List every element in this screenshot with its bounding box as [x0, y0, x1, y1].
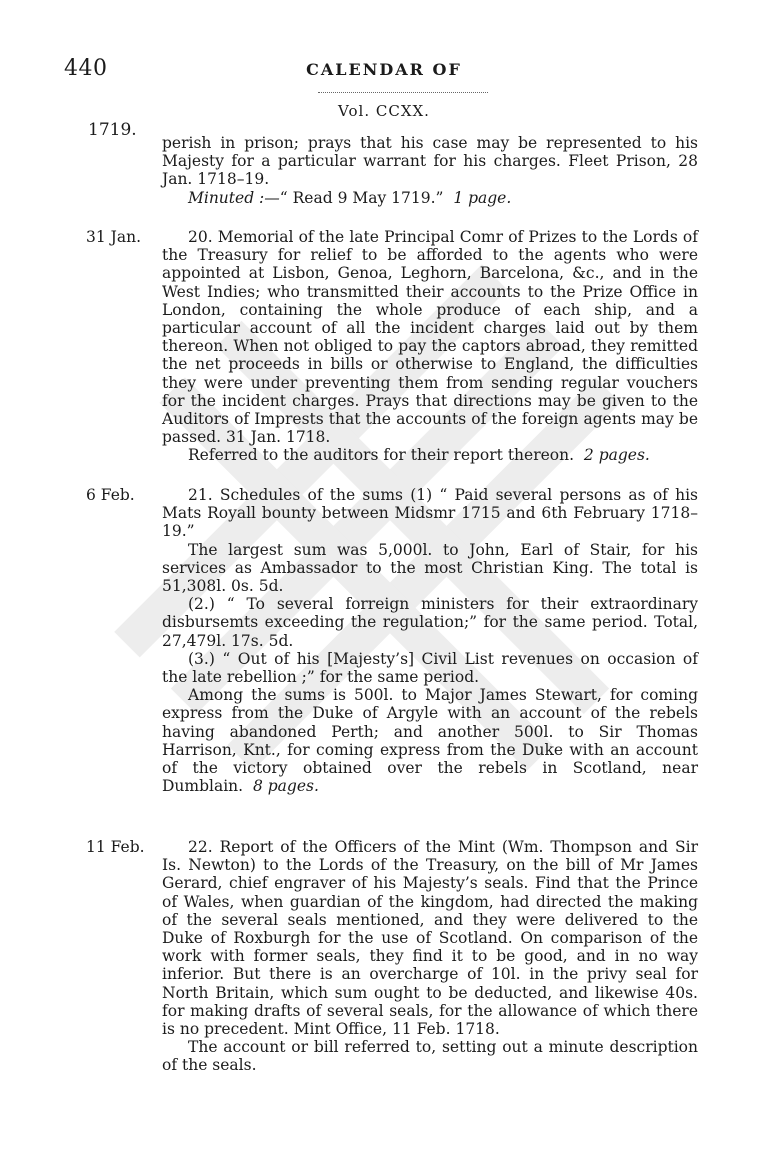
entry-date: 6 Feb. — [86, 486, 135, 504]
entry-date: 11 Feb. — [86, 838, 145, 856]
page-running-title: CALENDAR OF — [306, 60, 462, 79]
entry-date: 31 Jan. — [86, 228, 142, 246]
pages-count: 2 pages. — [583, 446, 650, 465]
paragraph-text: Among the sums is 500l. to Major James Stewart, for coming express from the Duke of Argyle with an account of the rebels having abandoned Perth; and another 500l. to Sir Thomas Harrison, Knt., for coming express from the Duke with an account of the victory obtained over the rebels in Scotland, near Dumblain. — [162, 686, 698, 796]
continuation-text: perish in prison; prays that his case may be represented to his Majesty for a particular warrant for his charges. Fleet Prison, 28 Jan. 1718–19. — [162, 134, 698, 189]
entry-note — [162, 446, 698, 464]
entry-paragraph: (3.) “ Out of his [Majesty’s] Civil List revenues on occasion of the late rebellion ;” for the same period. — [162, 649, 698, 687]
minuted-label: Minuted :— — [188, 188, 280, 207]
volume-heading: Vol. CCXX. — [338, 102, 430, 120]
pages-count: 8 pages. — [252, 777, 319, 796]
note-text: Referred to the auditors for their report thereon. — [188, 446, 575, 465]
entry-paragraph: The account or bill referred to, setting out a minute description of the seals. — [162, 1038, 698, 1075]
margin-year: 1719. — [88, 120, 137, 140]
minuted-text: “ Read 9 May 1719.” — [279, 188, 444, 207]
entry-paragraph: The largest sum was 5,000l. to John, Earl of Stair, for his services as Ambassador to the most Christian King. The total is 51,308l. 0s. 5d. — [162, 540, 698, 596]
entry-paragraph: (2.) “ To several forreign ministers for their extraordinary disbursemts exceeding the regulation;” for the same period. Total, 27,479l. 17s. 5d. — [162, 595, 698, 650]
header-divider — [318, 92, 488, 93]
entry-paragraph — [162, 686, 698, 795]
continuation-minuted — [162, 189, 698, 207]
entry-paragraph: 21. Schedules of the sums (1) “ Paid several persons as of his Mats Royall bounty between Midsmr 1715 and 6th February 1718–19.” — [162, 486, 698, 541]
pages-count: 1 page. — [453, 188, 512, 207]
entry-paragraph: 22. Report of the Officers of the Mint (Wm. Thompson and Sir Is. Newton) to the Lords of the Treasury, on the bill of Mr James Gerard, chief engraver of his Majesty’s seals. Find that the Prince of Wales, when guardian of the kingdom, had directed the making of the several seals mentioned, and they were delivered to the Duke of Roxburgh for the use of Scotland. On comparison of the work with former seals, they find it to be good, and in no way inferior. But there is an overcharge of 10l. in the privy seal for North Britain, which sum ought to be deducted, and likewise 40s. for making drafts of several seals, for the allowance of which there is no precedent. Mint Office, 11 Feb. 1718. — [162, 838, 698, 1039]
page-number: 440 — [64, 56, 108, 81]
entry-paragraph: 20. Memorial of the late Principal Comr of Prizes to the Lords of the Treasury for relief to be afforded to the agents who were appointed at Lisbon, Genoa, Leghorn, Barcelona, &c., and in the West Indies; who transmitted their accounts to the Prize Office in London, containing the whole produce of each ship, and a particular account of all the incident charges laid out by them thereon. When not obliged to pay the captors abroad, they remitted the net proceeds in bills or otherwise to England, the difficulties they were under preventing them from sending regular vouchers for the incident charges. Prays that directions may be given to the Auditors of Imprests that the accounts of the foreign agents may be passed. 31 Jan. 1718. — [162, 228, 698, 447]
